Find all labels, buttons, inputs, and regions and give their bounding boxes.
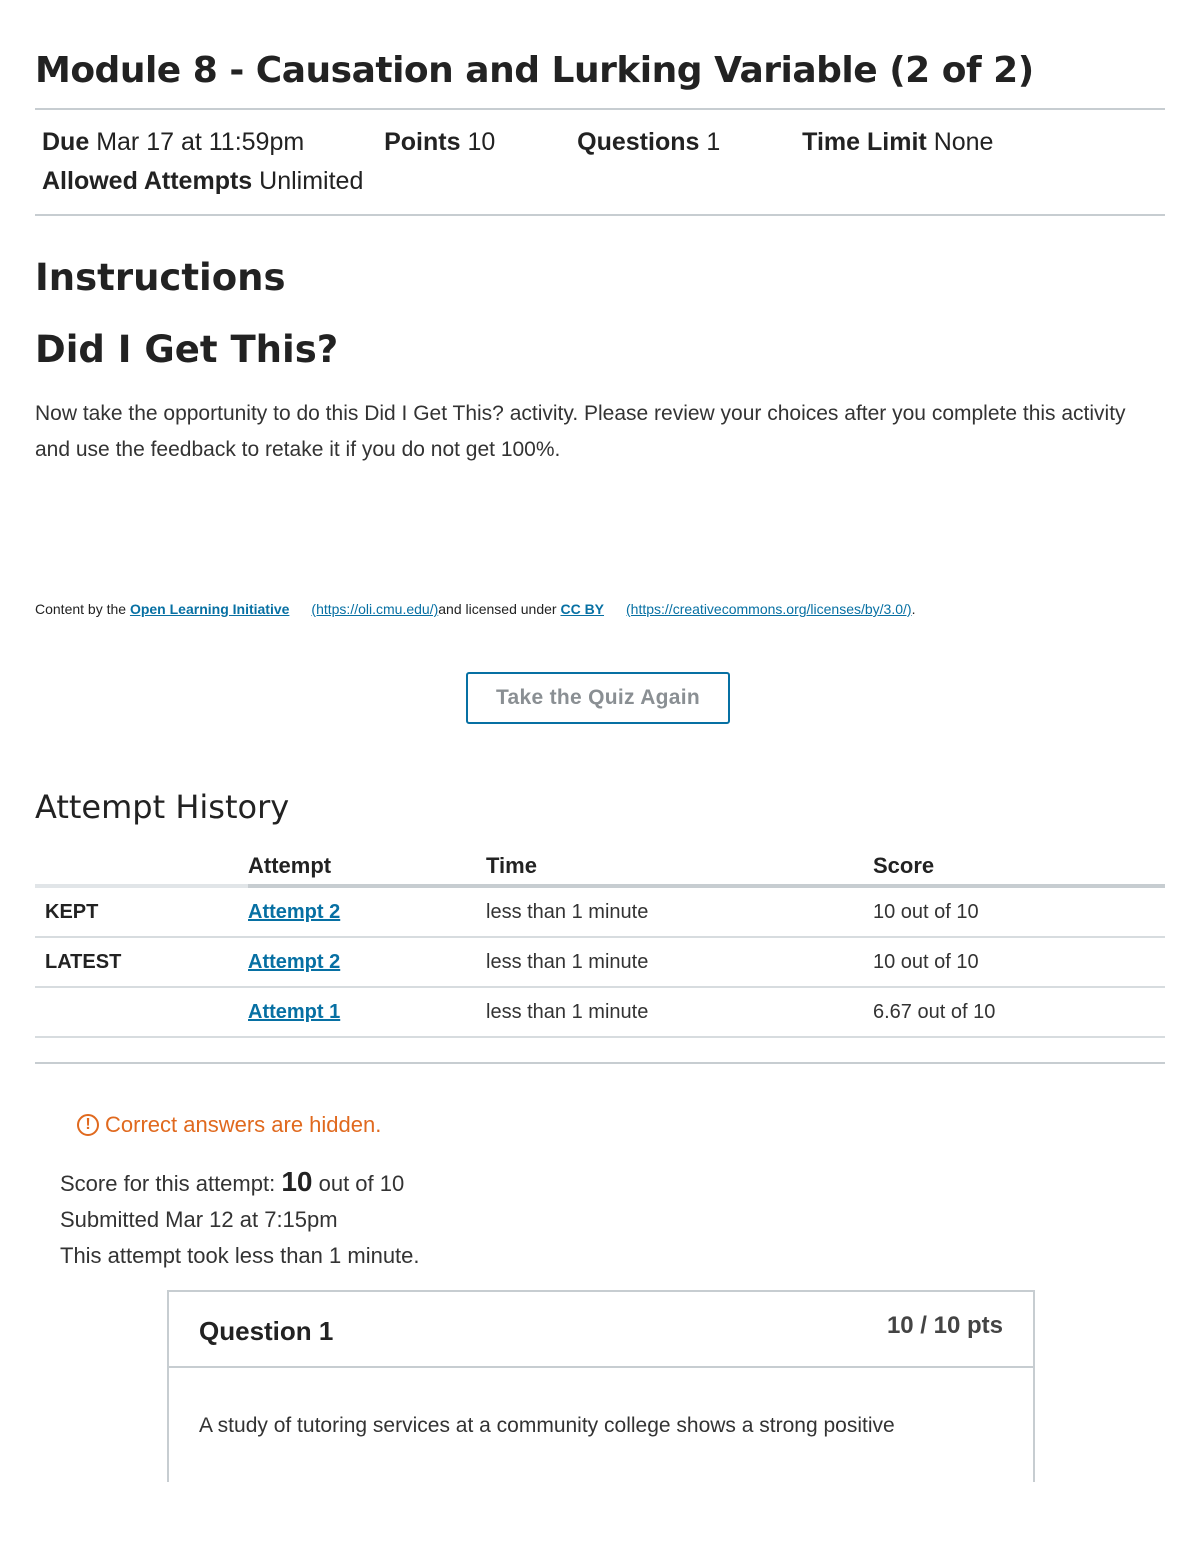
questions-info: Questions 1 xyxy=(577,128,721,156)
question-title: Question 1 xyxy=(199,1316,334,1346)
alert-text: Correct answers are hidden. xyxy=(105,1112,382,1137)
attempt-history-table xyxy=(35,848,1165,1038)
submitted-time: Submitted Mar 12 at 7:15pm xyxy=(60,1207,338,1232)
question-text: A study of tutoring services at a community college shows a strong positive xyxy=(199,1414,895,1437)
page-title: Module 8 - Causation and Lurking Variable (2 of 2) xyxy=(35,50,1034,91)
score-value: 10 xyxy=(281,1166,313,1197)
attempts-info: Allowed Attempts Unlimited xyxy=(42,167,364,195)
oli-link[interactable]: Open Learning Initiative xyxy=(129,601,290,617)
content-credit: Content by the Open Learning Initiative (https://oli.cmu.edu/)and licensed under CC BY (https://creativecommons.org/licenses/by/3.0/). xyxy=(35,601,916,617)
table-row xyxy=(35,937,1165,987)
due-info: Due Mar 17 at 11:59pm xyxy=(42,128,305,156)
question-points: 10 / 10 pts xyxy=(886,1312,1003,1339)
attempt-link[interactable]: Attempt 2 xyxy=(248,950,341,973)
attempt-link[interactable]: Attempt 1 xyxy=(248,1000,341,1023)
attempt-time: less than 1 minute xyxy=(486,987,873,1037)
instructions-heading: Instructions xyxy=(35,256,286,299)
cc-url-link[interactable]: (https://creativecommons.org/licenses/by/3.0/) xyxy=(626,601,912,617)
column-header-score: Score xyxy=(873,848,1165,886)
activity-heading: Did I Get This? xyxy=(35,328,339,371)
title-divider xyxy=(35,108,1165,110)
status-badge xyxy=(35,987,248,1037)
take-quiz-again-button[interactable]: Take the Quiz Again xyxy=(466,672,730,724)
points-info: Points 10 xyxy=(384,128,496,156)
column-header-status xyxy=(35,848,248,886)
status-badge: LATEST xyxy=(35,937,248,987)
attempt-score-line: Score for this attempt: 10 out of 10 xyxy=(60,1166,405,1197)
answers-hidden-alert xyxy=(77,1112,381,1138)
history-divider xyxy=(35,1062,1165,1064)
warning-icon: ! xyxy=(77,1114,99,1136)
time-limit-info: Time Limit None xyxy=(802,128,994,156)
attempt-score: 10 out of 10 xyxy=(873,937,1165,987)
table-row xyxy=(35,987,1165,1037)
attempt-time: less than 1 minute xyxy=(486,886,873,937)
oli-url-link[interactable]: (https://oli.cmu.edu/) xyxy=(311,601,439,617)
status-badge: KEPT xyxy=(35,886,248,937)
table-header-row xyxy=(35,848,1165,886)
attempt-link[interactable]: Attempt 2 xyxy=(248,900,341,923)
attempt-summary xyxy=(60,1164,420,1274)
quiz-meta-row-1 xyxy=(42,128,993,157)
instructions-text: Now take the opportunity to do this Did I Get This? activity. Please review your choices after you complete this activity and use the feedback to retake it if you do not get 100%. xyxy=(35,402,1126,461)
question-header xyxy=(169,1292,1033,1368)
attempt-score: 10 out of 10 xyxy=(873,886,1165,937)
cc-by-link[interactable]: CC BY xyxy=(560,601,605,617)
attempt-duration: This attempt took less than 1 minute. xyxy=(60,1243,420,1268)
column-header-attempt: Attempt xyxy=(248,848,486,886)
attempt-history-heading: Attempt History xyxy=(35,788,290,826)
meta-divider xyxy=(35,214,1165,216)
attempt-time: less than 1 minute xyxy=(486,937,873,987)
question-card xyxy=(167,1290,1035,1482)
column-header-time: Time xyxy=(486,848,873,886)
table-row xyxy=(35,886,1165,937)
attempt-score: 6.67 out of 10 xyxy=(873,987,1165,1037)
quiz-meta-row-2 xyxy=(42,167,363,196)
